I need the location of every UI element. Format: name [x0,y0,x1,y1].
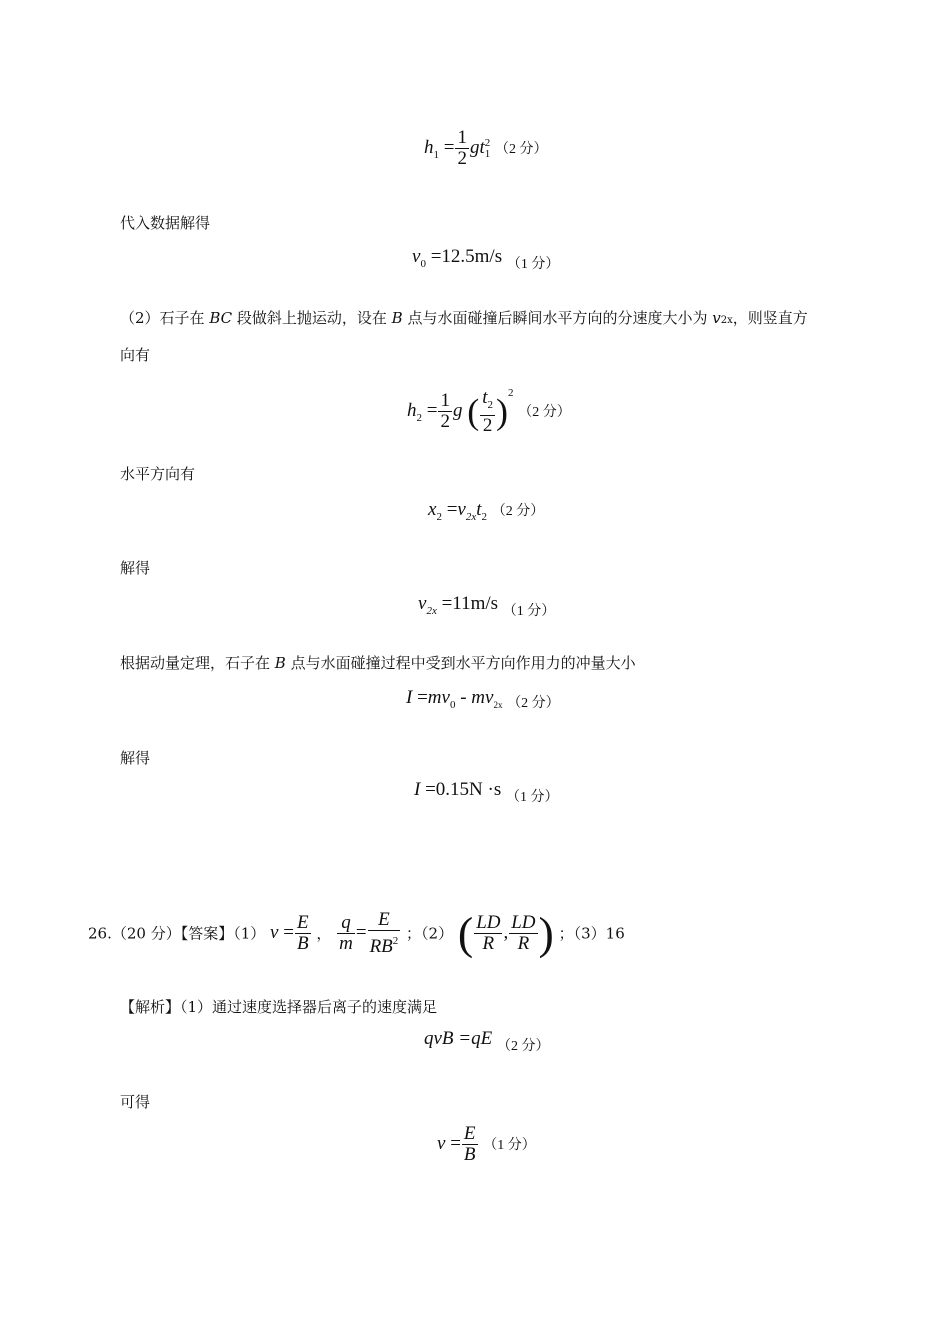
score: （2 分） [491,504,545,519]
equation-h2: $h_2$ = $\frac{1}{2}$ g ( $\frac{t_2}{2}$ )$^2$ （2 分） [407,386,571,436]
equation-v0: $v_0 =12.5m/s$ $_{(1 分)}$ [412,246,560,272]
score: （2 分） [518,405,571,420]
score: （2 分） [507,696,560,711]
answer-26: 26.（20 分）【答案】（1） v = $\frac{E}{B}$ ， $\frac{q}{m}$ = $\frac{E}{RB^2}$ ；（2） ( $\frac{LD}{R}$ , $\frac{LD}{R}$ ) ；（3）16 [88,907,625,959]
text-solve-2: 解得 [120,749,151,767]
equation-velocity-selector: qvB =qE $_{(2 分)}$ [424,1028,550,1054]
equation-x2: $x_2 =v_{2x}t_2$ （2 分） [428,499,545,523]
paragraph-part2-line2: 向有 [120,346,151,364]
score: （1 分） [502,604,556,619]
score: （1 分） [506,257,560,272]
paragraph-part2: （2）石子在 BC 段做斜上抛运动，设在 B 点与水面碰撞后瞬间水平方向的分速度大小为 v2x，则竖直方 [120,309,808,327]
analysis-heading: 【解析】（1）通过速度选择器后离子的速度满足 [120,998,438,1016]
score: （1 分） [506,790,559,805]
score: （1 分） [483,1137,536,1153]
text-get: 可得 [120,1093,151,1111]
equation-h1: $h_1$ = $\frac{1}{2}$ gt 2 1 （2 分） [424,127,548,169]
paragraph-momentum: 根据动量定理，石子在 B 点与水面碰撞过程中受到水平方向作用力的冲量大小 [120,654,636,672]
score: （2 分） [495,141,548,157]
equation-impulse-value: I =0.15N ·s $_{(1 分)}$ [414,779,559,805]
equation-v-result: v = $\frac{E}{B}$ （1 分） [437,1123,536,1165]
text-solve-1: 解得 [120,559,151,577]
text-substitute: 代入数据解得 [120,214,211,232]
text-horizontal: 水平方向有 [120,465,196,483]
answer-26-label: 26.（20 分）【答案】（1） [88,924,266,943]
score: （2 分） [496,1039,550,1054]
equation-v2x: $v_{2x} =11m/s$ $_{(1 分)}$ [418,593,556,619]
equation-impulse: $I =mv_0 - mv_{2x}$ $_{(2 分)}$ [406,687,560,711]
